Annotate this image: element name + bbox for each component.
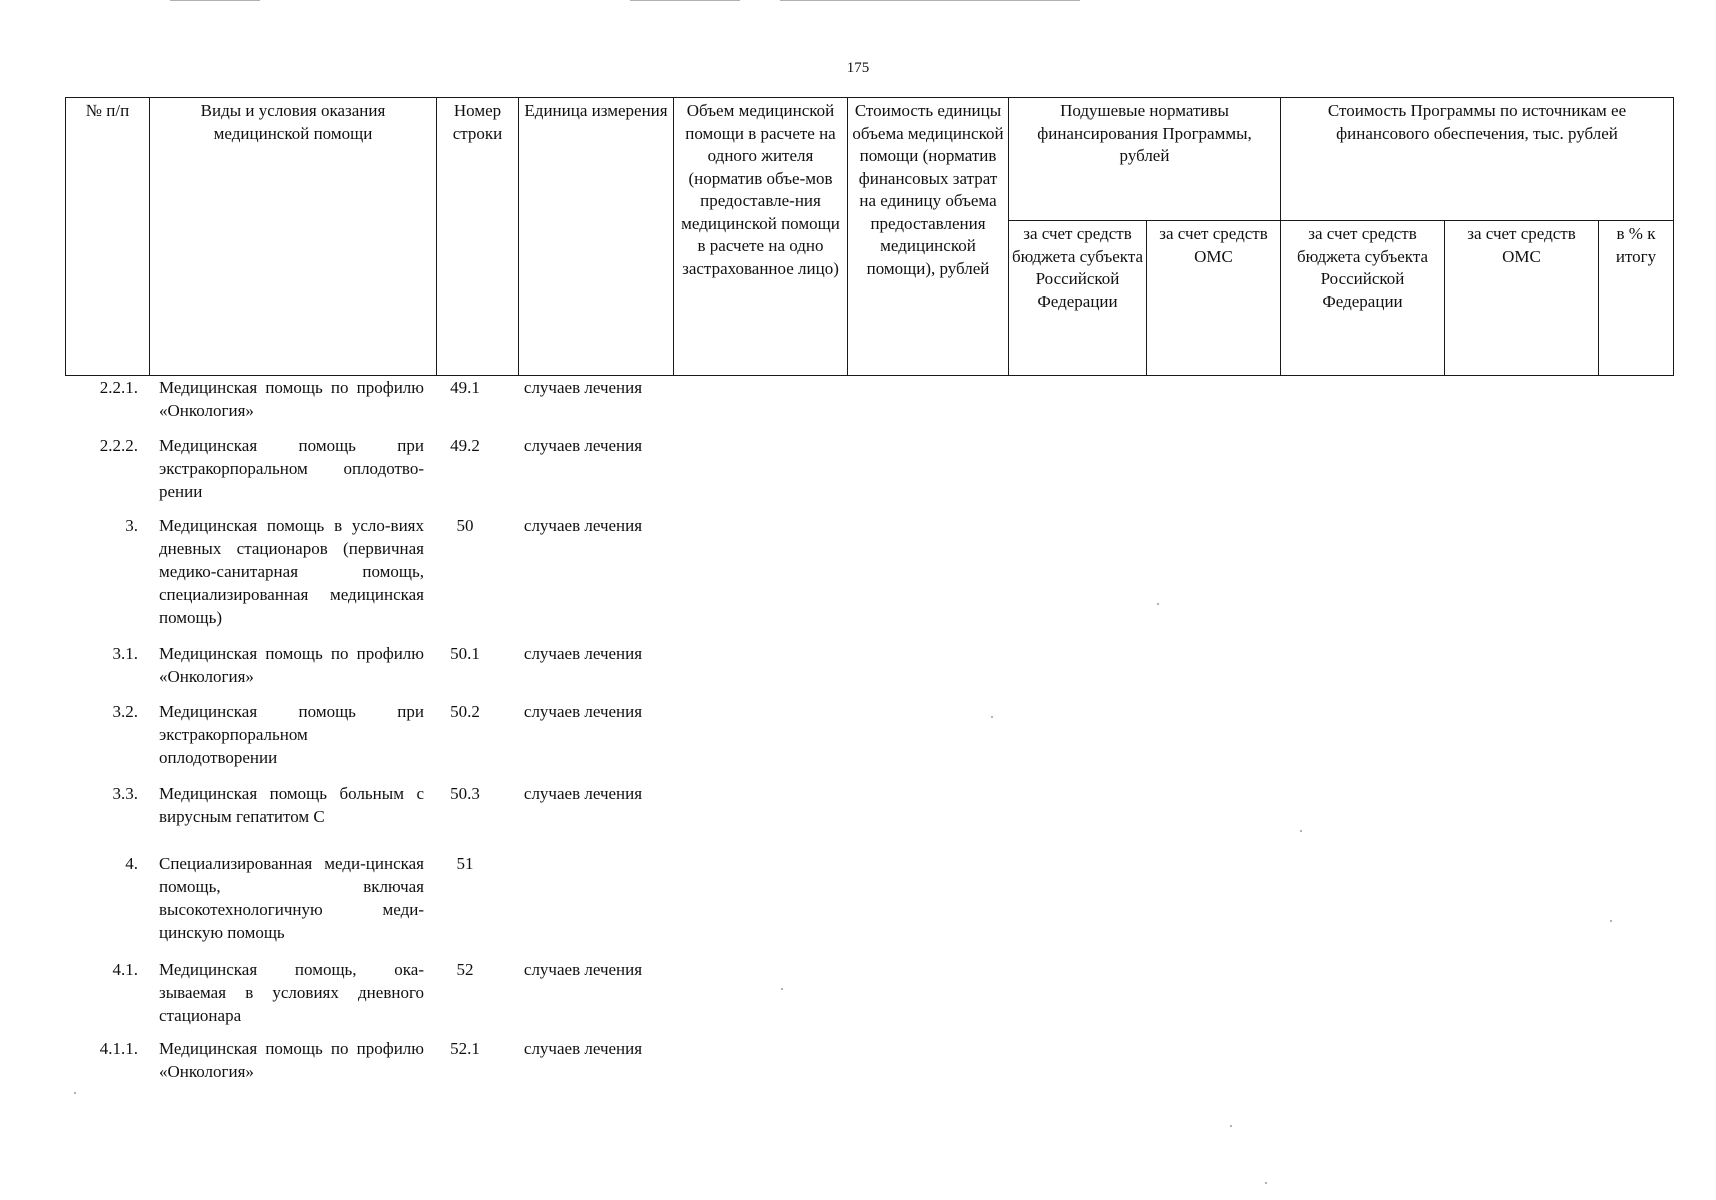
row-number: 4. [125, 854, 138, 873]
table-row [65, 642, 665, 700]
row-number: 4.1.1. [99, 1039, 138, 1058]
row-line-number: 50 [456, 516, 474, 535]
scan-artifact [780, 0, 1080, 1]
header-volume: Объем медицинской помощи в расчете на одного жителя (норматив объе-мов предоставле-ния медицинской помощи в расчете на одно застрахованное лицо) [674, 98, 848, 376]
header-unit: Единица измерения [519, 98, 674, 376]
row-name: Медицинская помощь при экстракорпоральном оплодотворении [159, 702, 424, 767]
row-number: 2.2.2. [99, 436, 138, 455]
table-header [65, 97, 1674, 376]
header-line-number: Номер строки [437, 98, 519, 376]
header-kinds: Виды и условия оказания медицинской помощи [150, 98, 437, 376]
row-line-number: 51 [456, 854, 474, 873]
row-name: Медицинская помощь в усло-виях дневных стационаров (первичная медико-санитарная помощь, специализированная медицинская помощь) [159, 516, 424, 627]
table-row [65, 434, 665, 514]
row-name: Медицинская помощь по профилю «Онкология» [159, 1039, 424, 1081]
header-cost-budget: за счет средств бюджета субъекта Российской Федерации [1281, 221, 1445, 376]
row-unit: случаев лечения [523, 378, 643, 397]
row-name: Специализированная меди-цинская помощь, включая высокотехнологичную меди-цинскую помощь [159, 854, 424, 942]
row-unit: случаев лечения [523, 436, 643, 455]
scan-speck [1230, 1125, 1232, 1127]
row-line-number: 52.1 [450, 1039, 480, 1058]
row-unit: случаев лечения [523, 644, 643, 663]
table-body [65, 376, 665, 1095]
header-program-cost: Стоимость Программы по источникам ее финансового обеспечения, тыс. рублей [1281, 98, 1674, 221]
row-name: Медицинская помощь, ока-зываемая в условиях дневного стационара [159, 960, 424, 1025]
row-name: Медицинская помощь по профилю «Онкология» [159, 378, 424, 420]
row-number: 3. [125, 516, 138, 535]
header-per-capita: Подушевые нормативы финансирования Программы, рублей [1009, 98, 1281, 221]
row-number: 3.3. [112, 784, 138, 803]
scan-speck [991, 716, 993, 718]
table-row [65, 782, 665, 852]
header-unit-cost: Стоимость единицы объема медицинской помощи (норматив финансовых затрат на единицу объема предоставления медицинской помощи), рублей [848, 98, 1009, 376]
row-name: Медицинская помощь при экстракорпоральном оплодотво-рении [159, 436, 424, 501]
row-line-number: 50.1 [450, 644, 480, 663]
table-row [65, 514, 665, 642]
row-line-number: 50.2 [450, 702, 480, 721]
scan-speck [1157, 603, 1159, 605]
row-line-number: 49.2 [450, 436, 480, 455]
page-number: 175 [846, 60, 870, 76]
row-number: 2.2.1. [99, 378, 138, 397]
table-row [65, 958, 665, 1037]
table-row [65, 1037, 665, 1095]
row-unit: случаев лечения [523, 960, 643, 979]
header-cost-percent: в % к итогу [1599, 221, 1674, 376]
table-row [65, 376, 665, 434]
row-unit: случаев лечения [523, 516, 643, 535]
scan-artifact [170, 0, 260, 1]
scan-speck [1300, 830, 1302, 832]
row-line-number: 49.1 [450, 378, 480, 397]
table-row [65, 700, 665, 782]
scan-speck [1265, 1182, 1267, 1184]
row-unit: случаев лечения [523, 702, 643, 721]
scan-artifact [630, 0, 740, 1]
header-per-capita-oms: за счет средств ОМС [1147, 221, 1281, 376]
row-number: 3.1. [112, 644, 138, 663]
header-num: № п/п [66, 98, 150, 376]
row-unit: случаев лечения [523, 1039, 643, 1058]
row-unit: случаев лечения [523, 784, 643, 803]
scan-speck [781, 988, 783, 990]
row-number: 3.2. [112, 702, 138, 721]
row-number: 4.1. [112, 960, 138, 979]
row-unit [506, 852, 660, 958]
header-cost-oms: за счет средств ОМС [1445, 221, 1599, 376]
scan-speck [74, 1092, 76, 1094]
row-name: Медицинская помощь по профилю «Онкология» [159, 644, 424, 686]
row-line-number: 52 [456, 960, 474, 979]
header-per-capita-budget: за счет средств бюджета субъекта Российской Федерации [1009, 221, 1147, 376]
scan-speck [1610, 920, 1612, 922]
row-line-number: 50.3 [450, 784, 480, 803]
table-row [65, 852, 665, 958]
row-name: Медицинская помощь больным с вирусным гепатитом С [159, 784, 424, 826]
